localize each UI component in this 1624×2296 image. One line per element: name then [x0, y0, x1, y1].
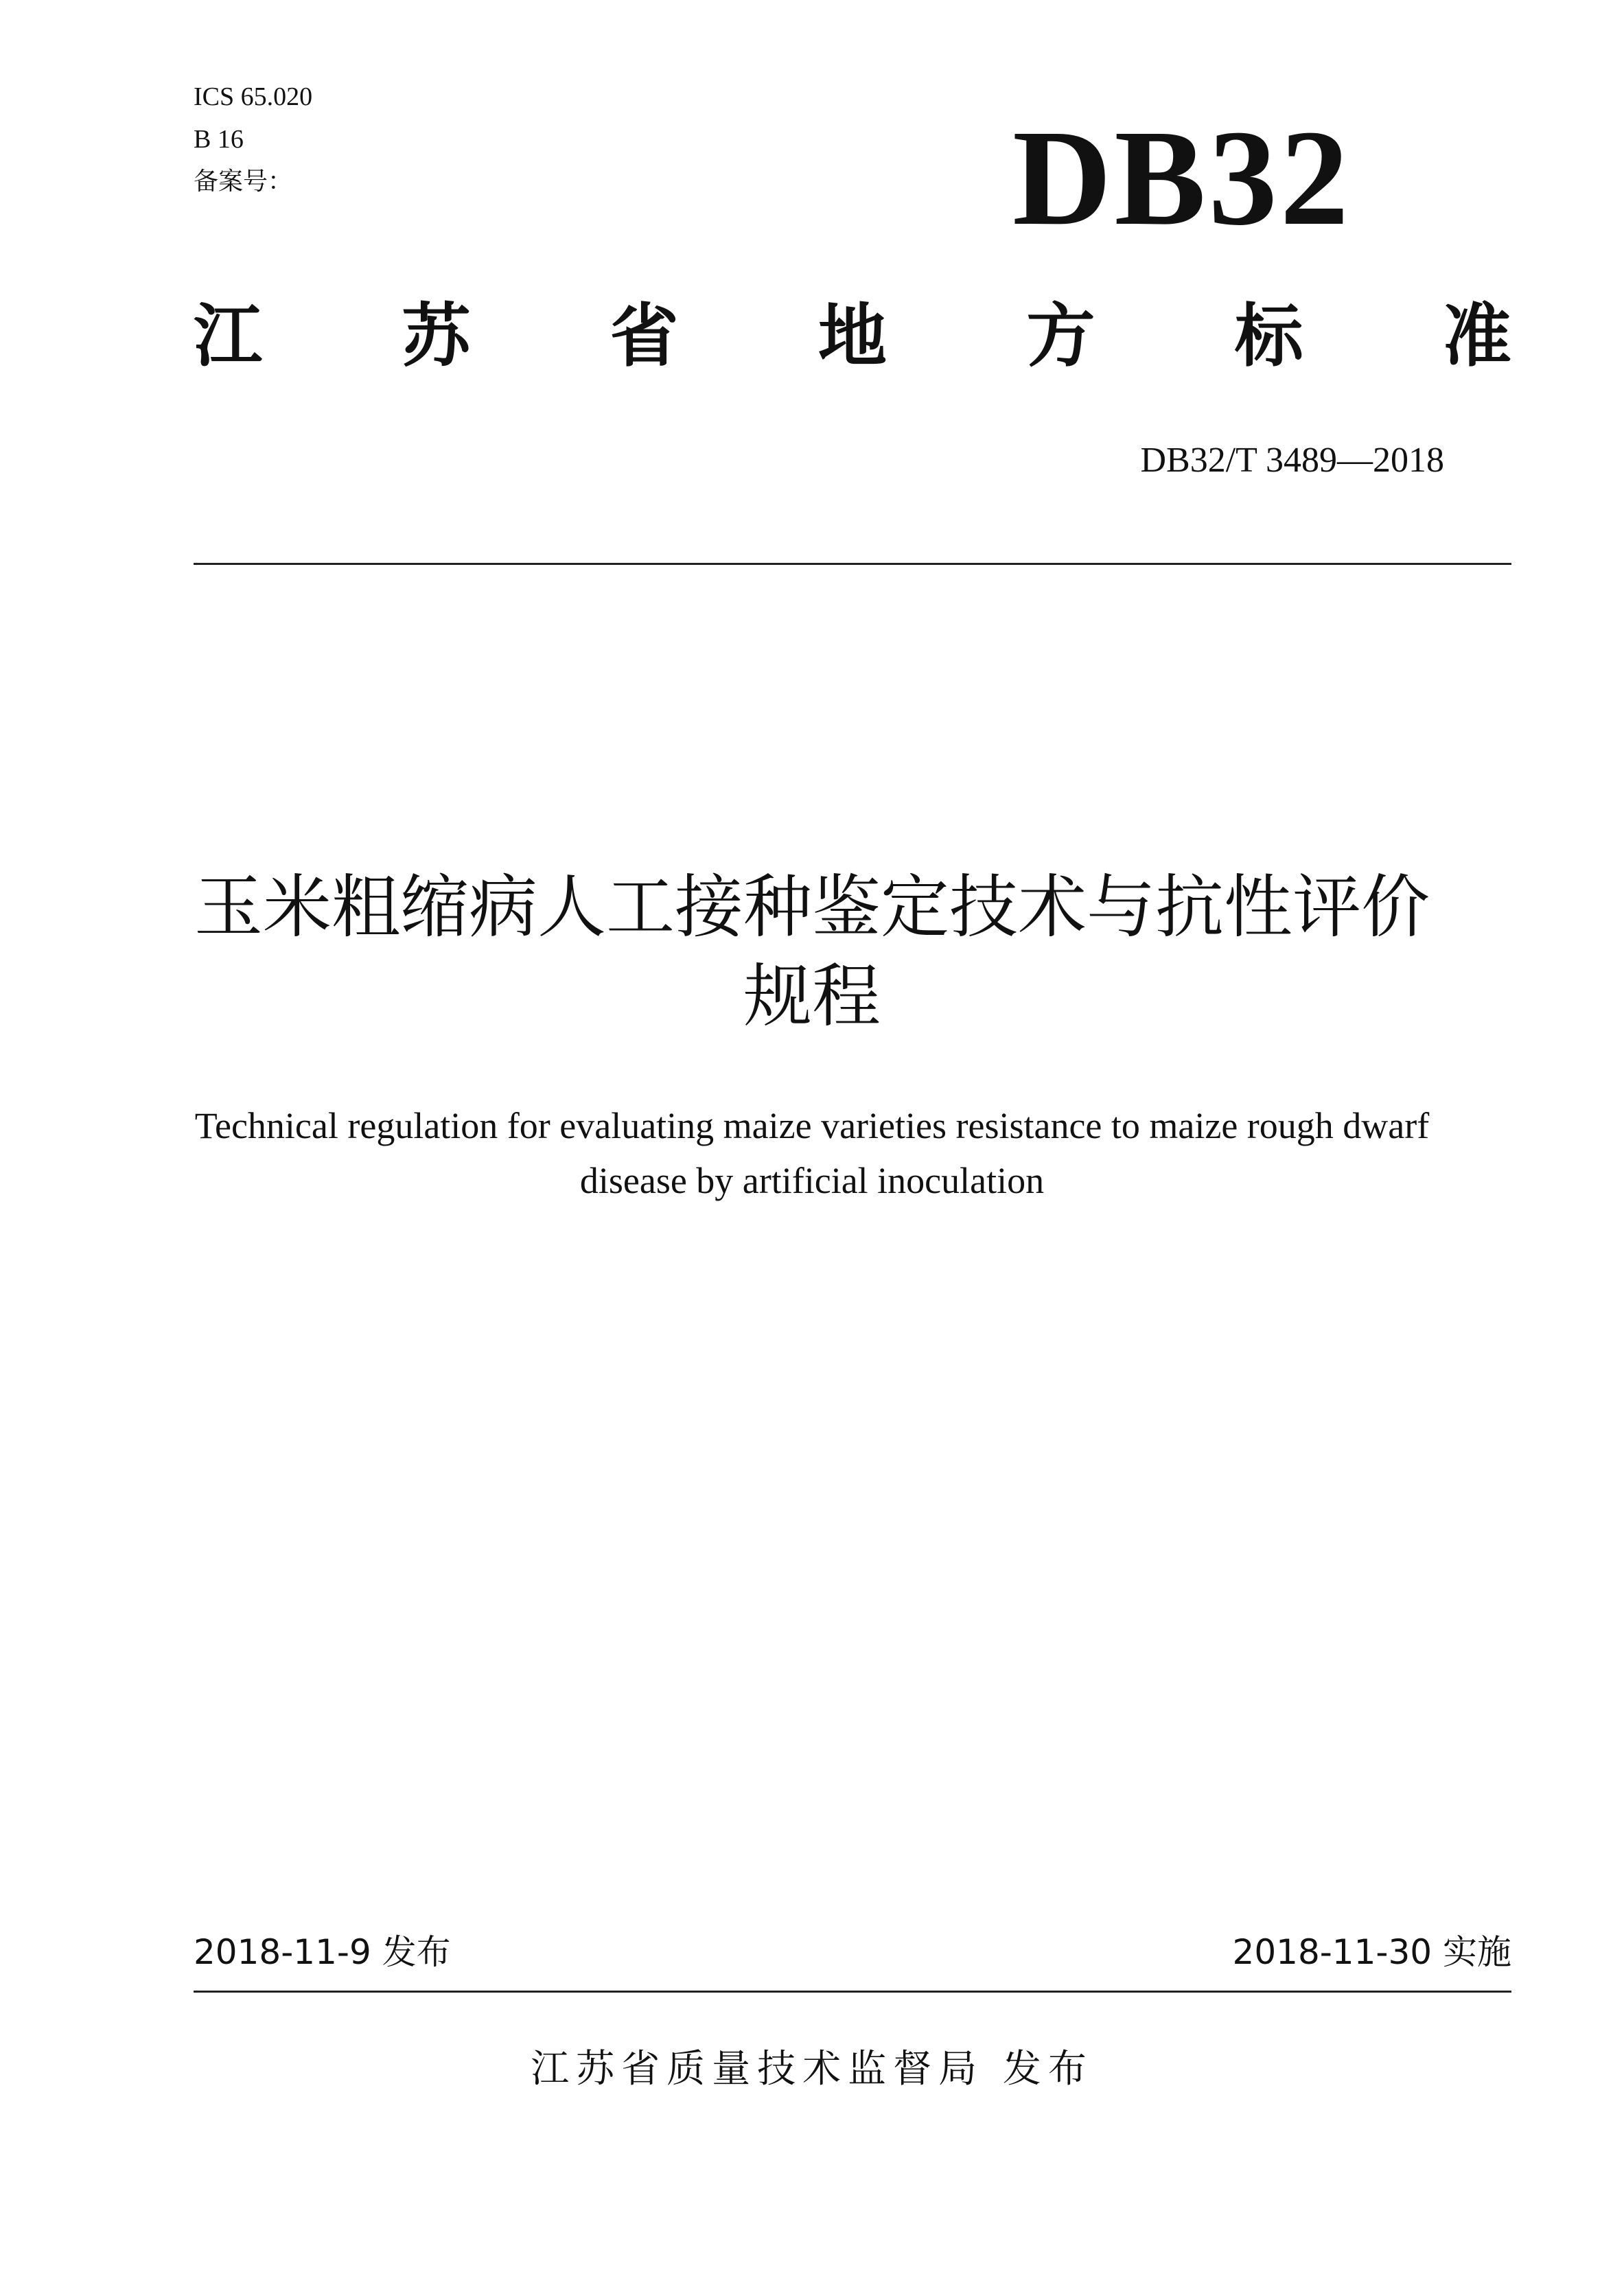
- header-divider: [194, 563, 1511, 565]
- ccs-code: B 16: [194, 125, 244, 154]
- standard-type-char: 江: [194, 296, 262, 376]
- title-chinese-line-1: 玉米粗缩病人工接种鉴定技术与抗性评价: [194, 867, 1430, 947]
- filing-number-label: 备案号：: [194, 167, 293, 196]
- standard-type-char: 地: [817, 296, 887, 376]
- standard-type-heading: [194, 295, 1511, 378]
- issue-date: 2018-11-9 发布: [194, 1932, 451, 1972]
- title-chinese-line-2: 规程: [743, 956, 881, 1036]
- title-english-line-2: disease by artificial inoculation: [579, 1160, 1045, 1201]
- standard-type-char: 方: [1026, 296, 1095, 376]
- standard-type-char: 标: [1234, 296, 1303, 376]
- standard-type-char: 苏: [402, 296, 471, 376]
- standard-type-char: 准: [1442, 296, 1511, 376]
- standard-number: DB32/T 3489—2018: [1140, 441, 1444, 480]
- ics-code: ICS 65.020: [194, 82, 313, 111]
- standard-type-char: 省: [610, 296, 679, 376]
- db32-logo: DB32: [1012, 102, 1352, 254]
- implementation-date: 2018-11-30 实施: [1232, 1932, 1511, 1972]
- footer-divider: [194, 1991, 1511, 1993]
- publisher: 江苏省质量技术监督局 发布: [531, 2047, 1093, 2091]
- title-english-line-1: Technical regulation for evaluating maize varieties resistance to maize rough dwarf: [194, 1105, 1430, 1146]
